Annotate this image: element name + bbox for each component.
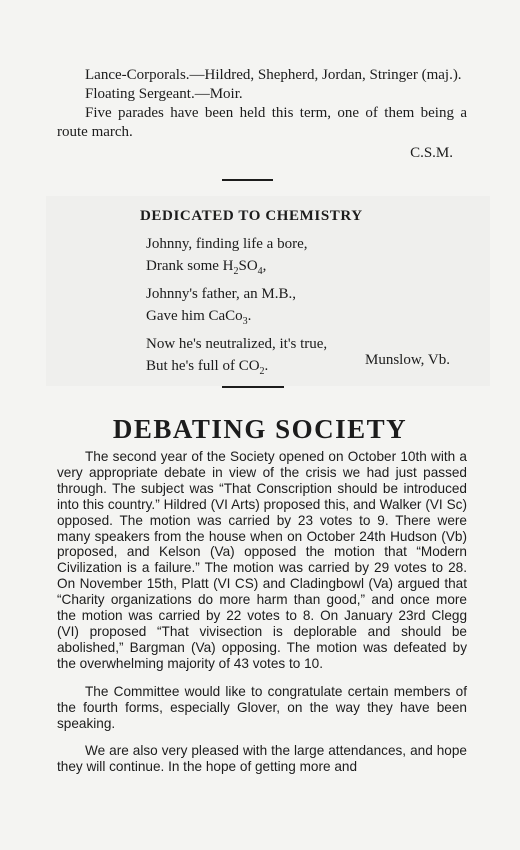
formula-subscript: 2 [233, 266, 239, 277]
poem-line [146, 305, 327, 333]
poem-line-text: . [264, 358, 269, 374]
poem-line-text: But he's full of CO [146, 358, 260, 374]
parades-text: Five parades have been held this term, one of them being a route march. [57, 105, 467, 140]
poem-line [146, 283, 327, 305]
csm-signature: C.S.M. [410, 145, 453, 161]
debating-paragraph: We are also very pleased with the large attendances, and hope they will continue. In the hope of getting more and [57, 743, 467, 775]
poem-line-text: SO [238, 258, 258, 274]
poem-line-text: Now he's neutralized, it's true, [146, 336, 328, 352]
poem-line-text: Gave him CaCo [146, 308, 243, 324]
section-divider [222, 386, 284, 388]
debating-paragraph: The second year of the Society opened on October 10th with a very appropriate debate in view of the crisis we had just passed through. The subject was “That Conscription should be introduced into this country.” Hildred (VI Arts) proposed this, and Walker (VI Sc) opposed. The motion was carried by 23 votes to 9. There were many speakers from the house when on October 24th Hudson (Vb) proposed, and Kelson (Va) opposed the motion that “Modern Civilization is a failure.” The motion was carried by 29 votes to 28. On November 15th, Platt (VI CS) and Cladingbowl (Va) argued that “Charity organizations do more harm than good,” and once more the motion was carried by 22 votes to 8. On January 23rd Clegg (VI) proposed “That vivisection is deplorable and should be abolished,” Bargman (Va) opposing. The motion was defeated by the overwhelming majority of 43 votes to 10. [57, 449, 467, 671]
debating-paragraph: The Committee would like to congratulate certain members of the fourth forms, especially Glover, on the way they have been speaking. [57, 683, 467, 731]
section-divider [222, 179, 273, 181]
poem-title: DEDICATED TO CHEMISTRY [140, 208, 363, 224]
floating-sergeant-text: Floating Sergeant.—Moir. [85, 86, 243, 102]
debating-heading: DEBATING SOCIETY [112, 414, 408, 444]
poem-line [146, 255, 327, 283]
poem-line-text: Johnny, finding life a bore, [146, 236, 308, 252]
poem-line [146, 233, 327, 255]
debating-body [57, 449, 467, 787]
formula-subscript: 4 [257, 266, 263, 277]
poem-line-text: Drank some H [146, 258, 234, 274]
nco-section [57, 66, 467, 163]
poem-line-text: , [262, 258, 267, 274]
formula-subscript: 3 [242, 316, 248, 327]
formula-subscript: 2 [259, 366, 265, 377]
poem-signature: Munslow, Vb. [364, 352, 450, 368]
poem-line-text: . [247, 308, 252, 324]
poem-line-text: Johnny's father, an M.B., [146, 286, 296, 302]
lance-corporals-text: Lance-Corporals.—Hildred, Shepherd, Jordan, Stringer (maj.). [85, 67, 462, 83]
